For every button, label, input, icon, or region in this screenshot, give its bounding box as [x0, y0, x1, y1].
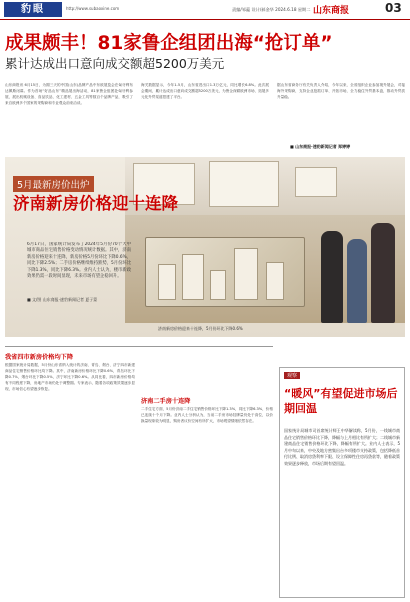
photo-display-board — [209, 161, 279, 207]
feature-kicker: 5月最新房价出炉 — [13, 176, 94, 192]
feature-body: 6月17日，国家统计局发布了2024年5月份70个大中城市商品住宅销售价格变动情况统计数据。其中，济南新房价格迎来十连降，新房价格5月份环比下降0.6%，同比下降2.5%；二手房价格继续维持跌势，5月份环比下降1.3%，同比下降6.3%。业内人士认为，楼市新政效果仍需一段时间显现，未来市场有望企稳回升。 — [27, 242, 131, 280]
photo-person — [347, 239, 367, 323]
commentary-body: 国家统计局城市司首席统计师王中华解读称，5月份，一线城市商品住宅销售价格环比下降，降幅与上月相比有所扩大；二线城市新建商品住宅销售价格环比下降，降幅有所扩大。业内人士表示，5月中旬以来，中央及地方密集出台多项楼市支持政策，包括降低首付比例、取消房贷利率下限、设立保障性住房再贷款等，随着政策效果逐步释放，市场后期有望回温。 — [284, 428, 400, 466]
masthead — [0, 0, 410, 20]
lead-subheadline: 累计达成出口意向成交额超5200万美元 — [5, 56, 225, 71]
lead-body-column-3: 据山东省商务厅有关负责人介绍，今年以来，全省组织企业参加境外展会，对接海外采购商，支持企业抢抓订单、开拓市场，全力稳住外贸基本盘，推动外贸质升量稳。 — [277, 83, 405, 100]
model-building — [234, 248, 258, 300]
commentary-headline: “暖风”有望促进市场后期回温 — [284, 387, 398, 415]
section-heading-provinces: 我省四市新房价格均下降 — [5, 354, 74, 361]
page-meta: 责编/邹蕴 设计/郝金华 2024.6.18 星期二 — [232, 7, 311, 12]
feature-photo — [125, 157, 405, 323]
model-building — [210, 270, 226, 300]
photo-person — [321, 231, 343, 323]
photo-sand-table-model — [145, 237, 305, 307]
newspaper-name: 山东商报 — [313, 6, 350, 16]
lead-headline: 成果颇丰！81家鲁企组团出海“抢订单” — [5, 33, 333, 54]
lead-body-column-2: 海关数据显示，今年1-5月，山东省进出口1.3万亿元，同比增长6.8%。此次展会期间，累计达成出口意向成交额超5200万美元，为鲁企深耕欧洲市场、拓展多元化外贸渠道搭建了平台。 — [141, 83, 269, 100]
lead-body-column-1: 山东商报讯 6月15日，为期三天的中国(山东)品牌产品中东欧展览会在匈牙利布达佩斯闭幕。作为首场“好品山东”精品展出海活动，81家鲁企组团赴匈牙利参展，展出机械设备、食品饮品、化工建材、五金工具等数百个品牌产品，吸引了来自欧洲多个国家的采购商和专业观众前来洽谈。 — [5, 83, 133, 106]
website-url[interactable]: http://www.subaoxine.com — [66, 6, 120, 11]
section-heading-jinan: 济南二手房十连降 — [141, 398, 191, 405]
model-building — [266, 262, 284, 300]
model-building — [182, 254, 204, 300]
photo-person — [371, 223, 395, 323]
section-logo: 豹眼 — [4, 2, 62, 17]
page-number: 03 — [385, 1, 402, 15]
photo-display-board — [295, 167, 337, 197]
lead-credit: ■ 山东商报·速豹新闻记者 郑婷婷 — [290, 144, 351, 149]
commentary-tag: 观察 — [284, 372, 300, 379]
lower-body-column-1: 根据国家统计局数据，5月份山东省纳入统计的济南、青岛、烟台、济宁四市新建商品住宅销售价格环比均下降。其中，济南新房价格环比下降0.6%，青岛环比下降0.7%，烟台环比下降0.5%，济宁环比下降0.6%。从同比看，四市新房价格均有不同程度下降，房地产市场仍处于调整期。专家表示，随着各项政策效果逐步显现，市场信心有望逐步恢复。 — [5, 363, 135, 392]
feature-byline: ■ 文/图 山东商报·速豹新闻记者 夏子蒙 — [27, 297, 98, 302]
lower-body-column-2: 二手住宅方面，5月份济南二手住宅销售价格环比下降1.3%，同比下降6.3%，价格已连续十个月下降。业内人士分析认为，当前二手房市场挂牌量仍处于高位，以价换量现象较为明显，购房者议价空间有所扩大，市场观望情绪依然存在。 — [141, 407, 273, 424]
feature-headline: 济南新房价格迎十连降 — [13, 194, 178, 213]
model-building — [158, 264, 176, 300]
feature-story — [5, 157, 405, 337]
photo-caption: 济南新房价格迎来十连降，5月份环比下降0.6% — [158, 326, 243, 331]
section-divider — [5, 346, 273, 347]
